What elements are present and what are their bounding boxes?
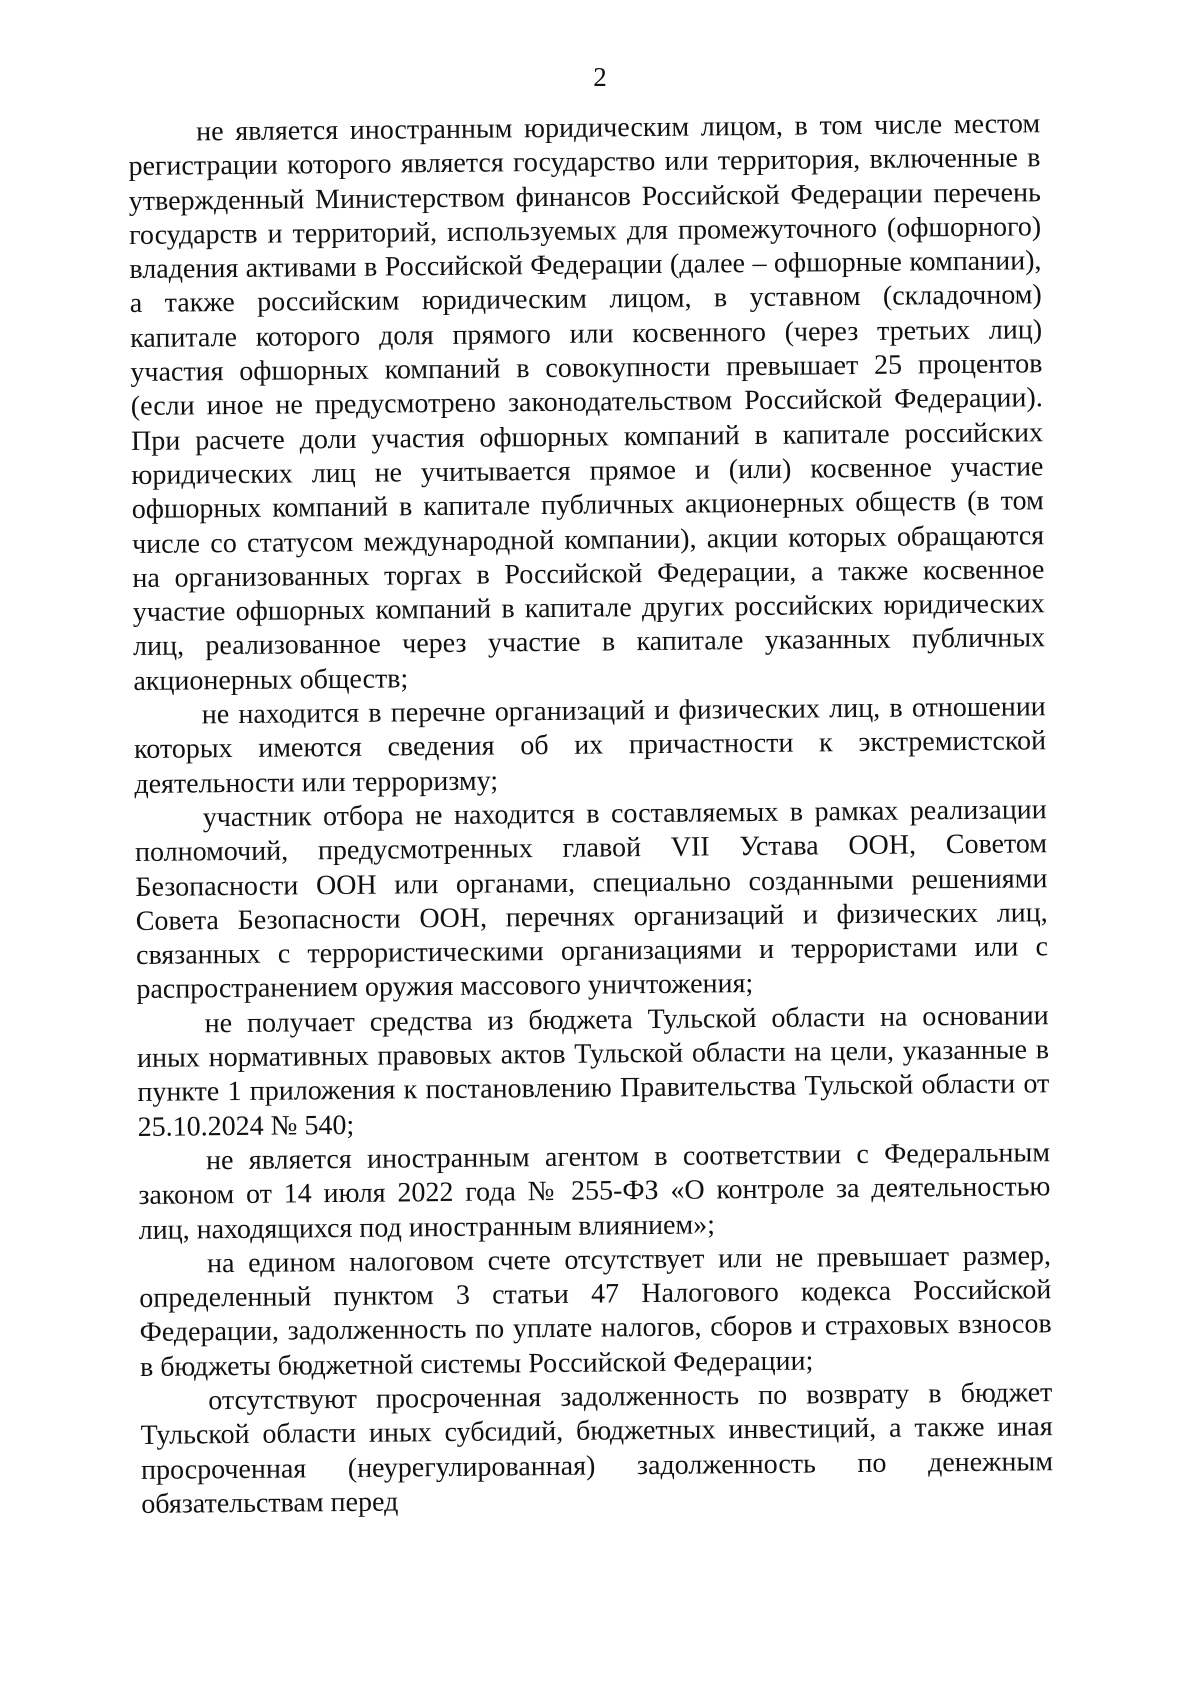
paragraph-budget-funds: не получает средства из бюджета Тульской области на основании иных нормативных правовых актов Тульской области на цели, указанные в пункте 1 приложения к постановлению Правительства Тульской области от 25.10.2024 № 540;: [136, 999, 1050, 1143]
paragraph-tax-account: на едином налоговом счете отсутствует или не превышает размер, определенный пунктом 3 статьи 47 Налогового кодекса Российской Федерации, задолженность по уплате налогов, сборов и страховых взносов в бюджеты бюджетной системы Российской Федерации;: [139, 1239, 1052, 1383]
paragraph-offshore-companies: не является иностранным юридическим лицом, в том числе местом регистрации которого является государство или территория, включенные в утвержденный Министерством финансов Российской Федерации перечень государств и территорий, используемых для промежуточного (офшорного) владения активами в Российской Федерации (далее – офшорные компании), а также российским юридическим лицом, в уставном (складочном) капитале которого доля прямого или косвенного (через третьих лиц) участия офшорных компаний в совокупности превышает 25 процентов (если иное не предусмотрено законодательством Российской Федерации). При расчете доли участия офшорных компаний в капитале российских юридических лиц не учитывается прямое и (или) косвенное участие офшорных компаний в капитале публичных акционерных обществ (в том числе со статусом международной компании), акции которых обращаются на организованных торгах в Российской Федерации, а также косвенное участие офшорных компаний в капитале других российских юридических лиц, реализованное через участие в капитале указанных публичных акционерных обществ;: [128, 108, 1046, 697]
paragraph-overdue-debt: отсутствуют просроченная задолженность по возврату в бюджет Тульской области иных субсидий, бюджетных инвестиций, а также иная просроченная (неурегулированная) задолженность по денежным обязательствам перед: [140, 1377, 1054, 1520]
paragraph-foreign-agent: не является иностранным агентом в соответствии с Федеральным законом от 14 июля 2022 года № 255-ФЗ «О контроле за деятельностью лиц, находящихся под иностранным влиянием»;: [138, 1137, 1051, 1246]
document-body: [128, 107, 1053, 1522]
page-number: 2: [593, 62, 607, 92]
paragraph-extremism-list: не находится в перечне организаций и физических лиц, в отношении которых имеются сведения об их причастности к экстремистской деятельности или терроризму;: [133, 691, 1047, 800]
paragraph-un-lists: участник отбора не находится в составляемых в рамках реализации полномочий, предусмотренных главой VII Устава ООН, Советом Безопасности ООН или органами, специально созданными решениями Совета Безопасности ООН, перечнях организаций и физических лиц, связанных с террористическими организациями и террористами или с распространением оружия массового уничтожения;: [134, 794, 1049, 1006]
